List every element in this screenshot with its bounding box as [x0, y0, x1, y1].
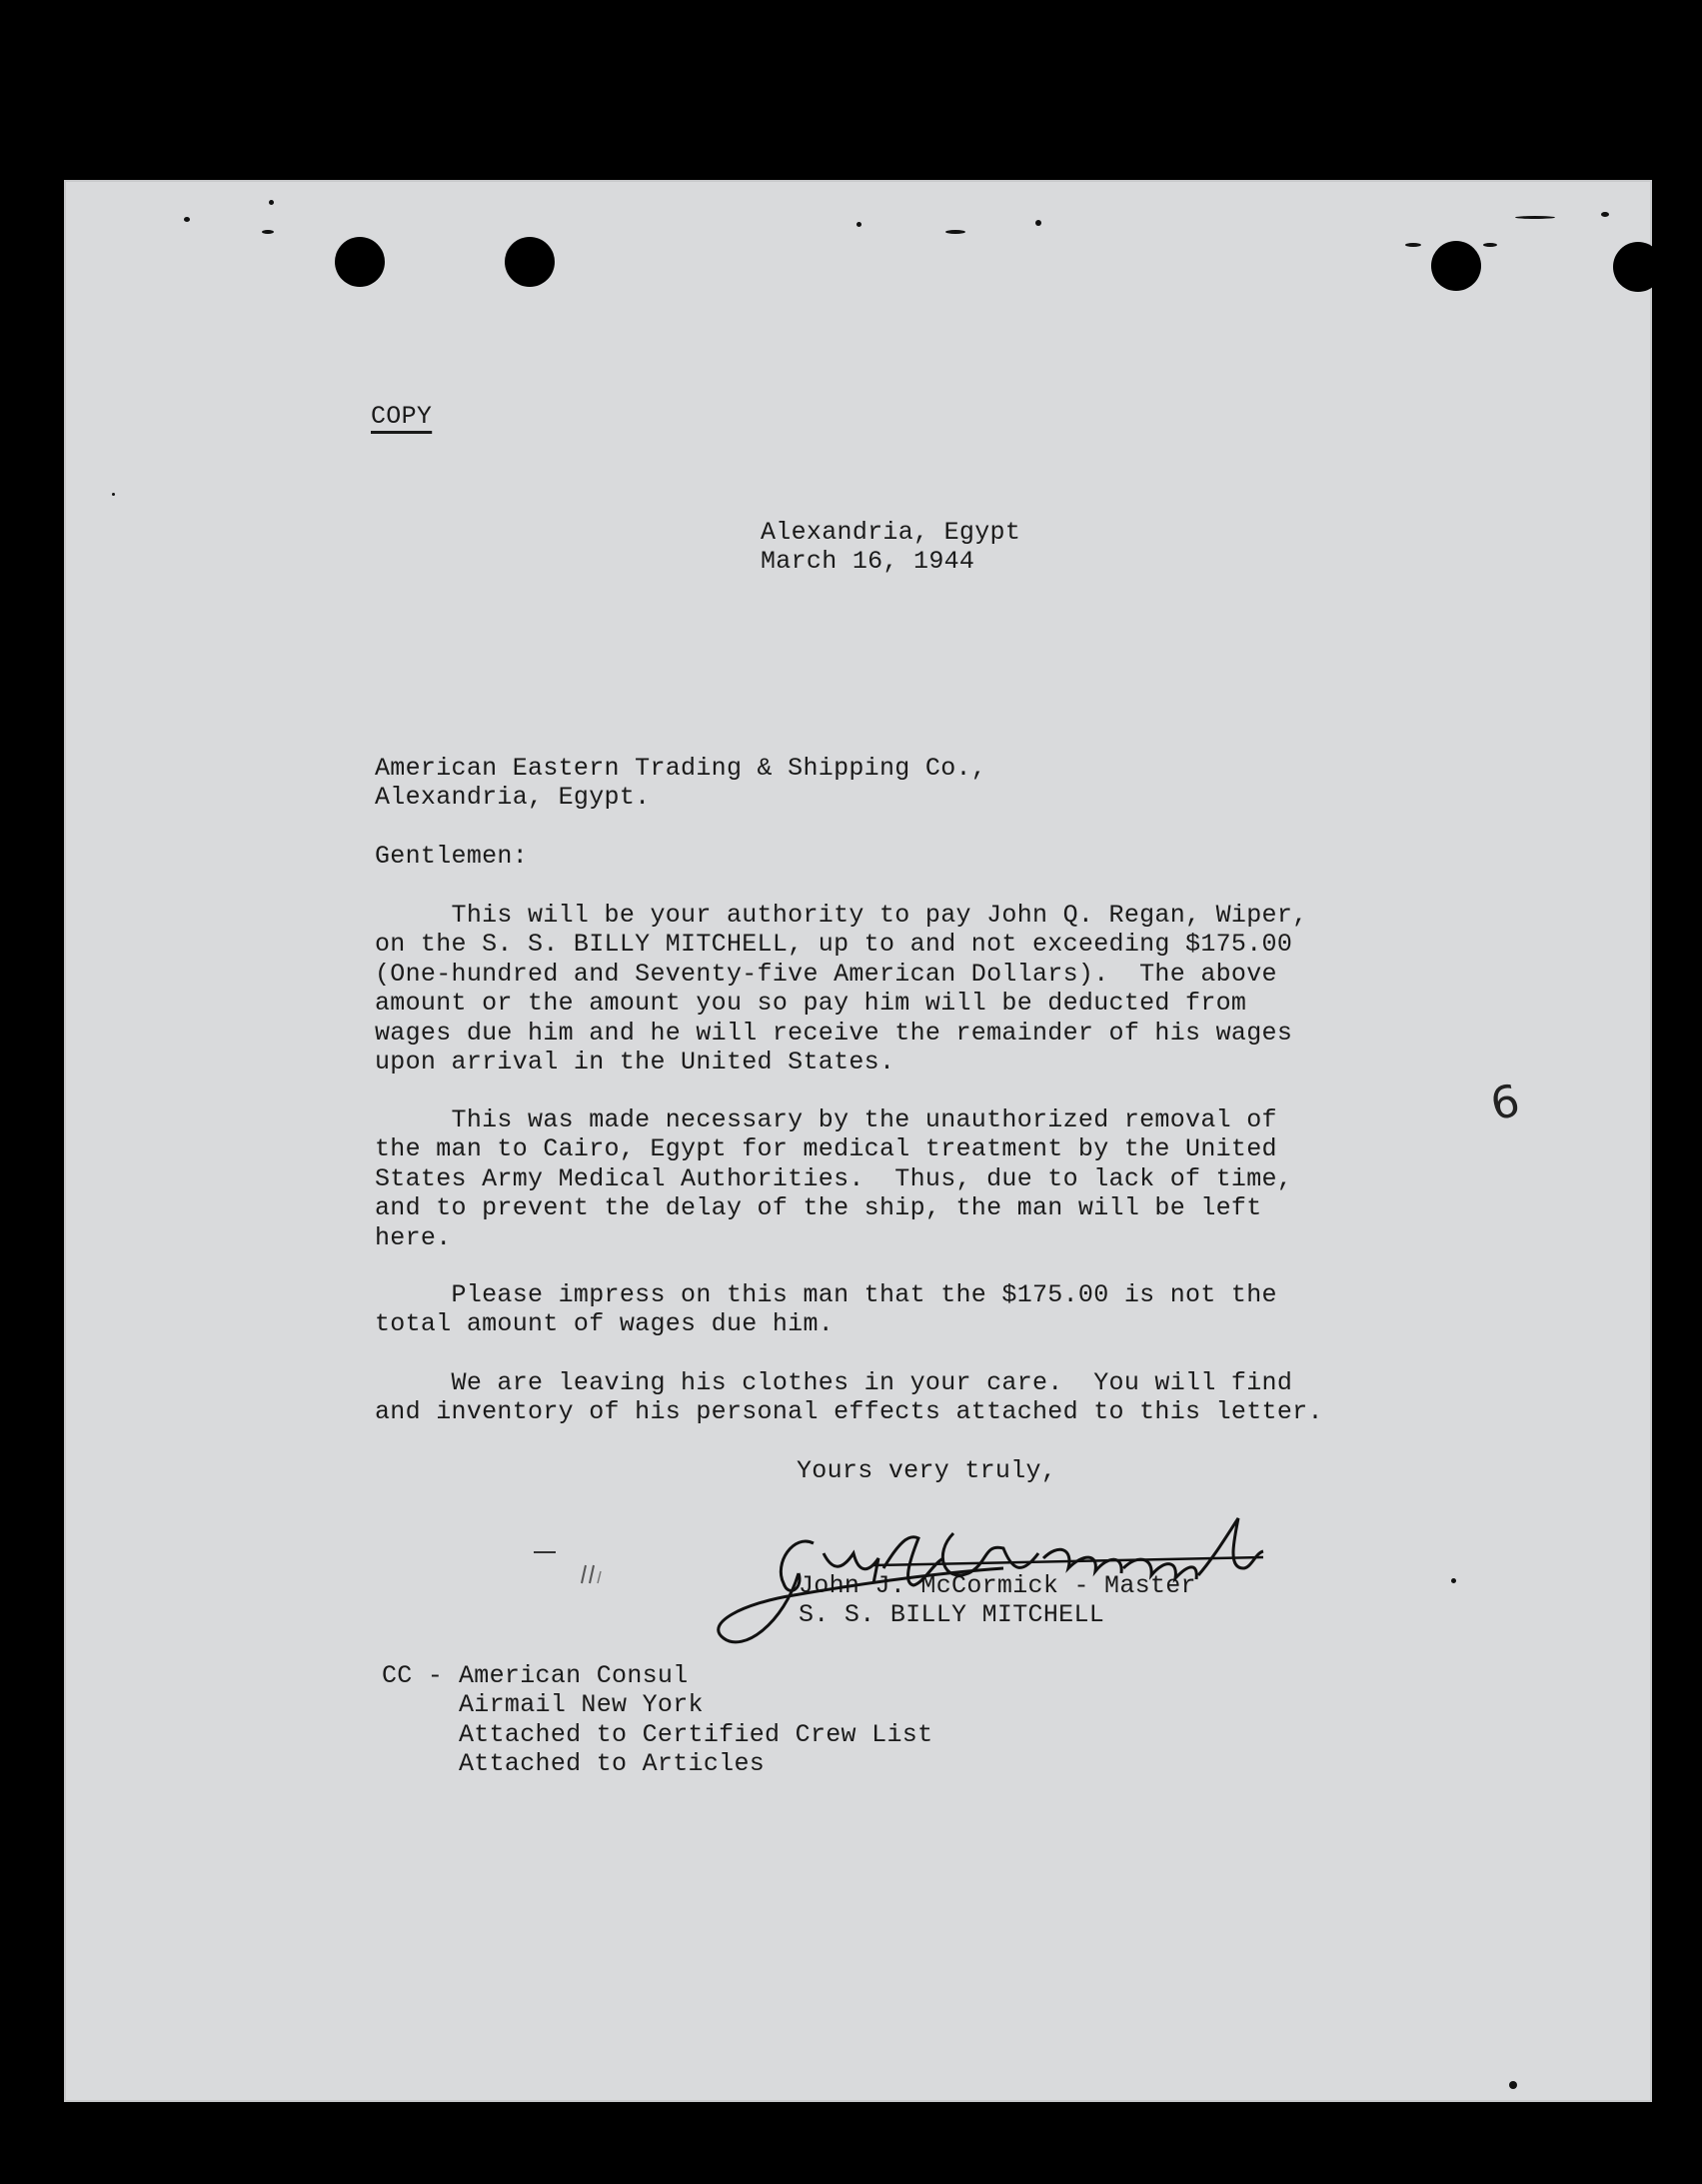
speck: [856, 222, 861, 227]
speck: [1483, 243, 1497, 247]
body-paragraph-3: [375, 1280, 1277, 1339]
speck: [1035, 220, 1041, 226]
punch-hole-2: [505, 237, 555, 287]
paragraph-line: upon arrival in the United States.: [375, 1048, 895, 1078]
letter-date: March 16, 1944: [761, 547, 975, 576]
addressee-line-1: American Eastern Trading & Shipping Co.,: [375, 754, 987, 783]
stray-mark: [578, 1563, 604, 1585]
closing: Yours very truly,: [797, 1456, 1057, 1485]
stray-mark: [534, 1551, 556, 1553]
signer-name-line: John J. McCormick - Master: [799, 1571, 1196, 1600]
paragraph-line: Please impress on this man that the $175.00 is not the: [375, 1280, 1277, 1309]
paragraph-line: We are leaving his clothes in your care. You will find: [375, 1368, 1293, 1397]
speck: [112, 493, 115, 496]
cc-recipient: Attached to Articles: [459, 1749, 766, 1779]
paragraph-line: here.: [375, 1222, 452, 1252]
signer-ship-line: S. S. BILLY MITCHELL: [799, 1600, 1105, 1629]
addressee-line-2: Alexandria, Egypt.: [375, 783, 651, 812]
cc-recipient-list: [459, 1661, 932, 1779]
speck: [1515, 216, 1555, 219]
cc-recipient: Attached to Certified Crew List: [459, 1719, 933, 1749]
copy-stamp: COPY: [371, 402, 433, 431]
paragraph-line: and inventory of his personal effects attached to this letter.: [375, 1397, 1323, 1427]
letter-place: Alexandria, Egypt: [761, 518, 1021, 547]
speck: [262, 230, 274, 234]
salutation: Gentlemen:: [375, 842, 529, 871]
body-paragraph-1: [375, 901, 1307, 1077]
paragraph-line: This was made necessary by the unauthorized removal of: [375, 1105, 1277, 1134]
punch-hole-1: [335, 237, 385, 287]
paragraph-line: wages due him and he will receive the remainder of his wages: [375, 1018, 1293, 1048]
speck: [1509, 2081, 1517, 2089]
speck: [184, 217, 190, 222]
speck: [945, 230, 965, 234]
paragraph-line: (One-hundred and Seventy-five American Dollars). The above: [375, 959, 1277, 989]
paragraph-line: the man to Cairo, Egypt for medical treatment by the United: [375, 1134, 1277, 1164]
speck: [1451, 1578, 1456, 1583]
paragraph-line: total amount of wages due him.: [375, 1309, 835, 1339]
paragraph-line: This will be your authority to pay John Q. Regan, Wiper,: [375, 901, 1308, 930]
paragraph-line: and to prevent the delay of the ship, the man will be left: [375, 1193, 1262, 1223]
body-paragraph-2: [375, 1105, 1292, 1252]
paragraph-line: States Army Medical Authorities. Thus, due to lack of time,: [375, 1163, 1293, 1193]
cc-recipient: Airmail New York: [459, 1690, 704, 1720]
punch-hole-3: [1431, 241, 1481, 291]
punch-hole-4: [1613, 242, 1663, 292]
paragraph-line: amount or the amount you so pay him will be deducted from: [375, 989, 1247, 1019]
paragraph-line: on the S. S. BILLY MITCHELL, up to and not exceeding $175.00: [375, 930, 1293, 960]
body-paragraph-4: [375, 1368, 1323, 1427]
speck: [1405, 243, 1421, 247]
margin-page-number: 6: [1486, 1075, 1524, 1131]
letter-page: [64, 180, 1652, 2102]
speck: [1601, 212, 1609, 217]
cc-recipient: American Consul: [459, 1661, 689, 1690]
speck: [269, 200, 274, 205]
cc-label: CC -: [382, 1661, 444, 1690]
